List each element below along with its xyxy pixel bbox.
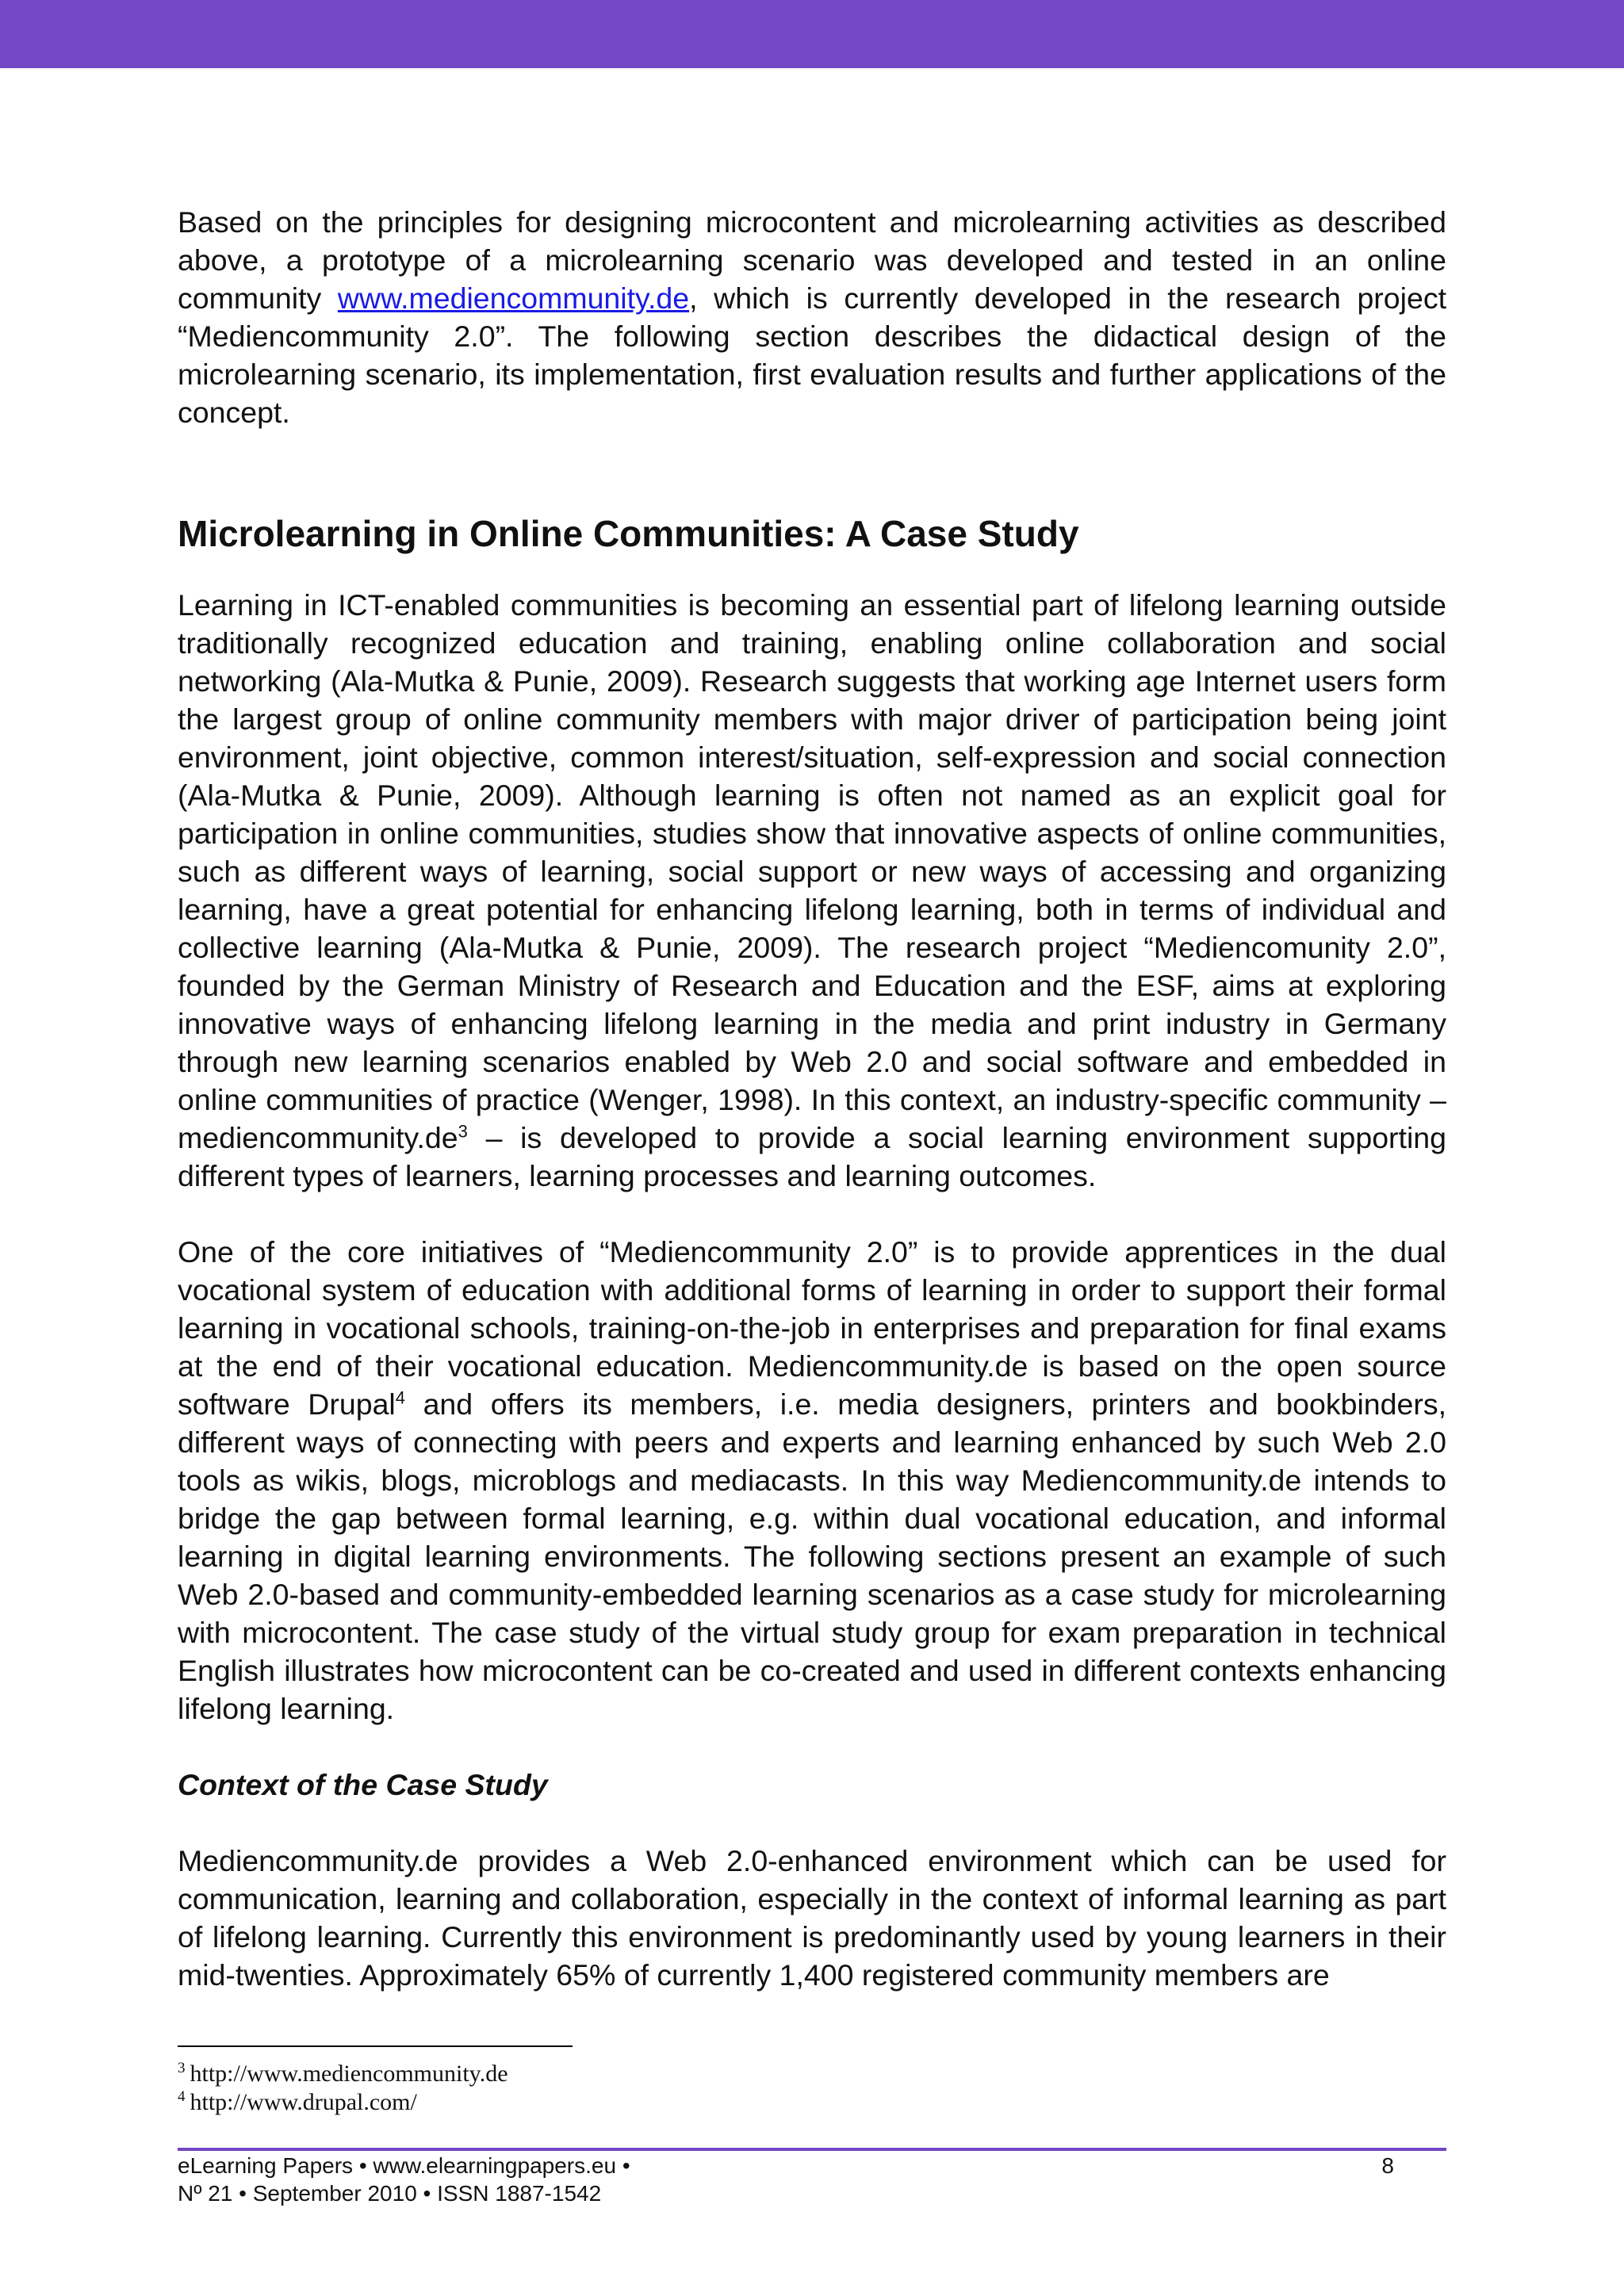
intro-text-start: Based on the principles for designing microcontent and microlearning activities as described above, a prototype of a microlearning scenario was developed and tested in an online community [178,205,1446,315]
section-heading: Microlearning in Online Communities: A Case Study [178,513,1079,554]
footer-line-2: Nº 21 • September 2010 • ISSN 1887-1542 [178,2181,602,2206]
footnote-url: http://www.drupal.com/ [190,2089,417,2115]
mediencommunity-link[interactable]: www.mediencommunity.de [337,281,690,315]
paragraph1-text-end: – is developed to provide a social learning environment supporting different types of learners, learning processes and learning outcomes. [178,1121,1446,1192]
paragraph-ict-communities [178,586,1446,1195]
footnote-number: 3 [178,2060,186,2076]
top-color-bar [0,0,1624,68]
paragraph-core-initiatives [178,1233,1446,1728]
footnote-ref-3[interactable]: 3 [458,1121,468,1142]
page-body [178,203,1446,1994]
intro-text-end: , which is currently developed in the research project “Mediencommunity 2.0”. The following section describes the didactical design of the microlearning scenario, its implementation, first evaluation results and further applications of the concept. [178,281,1446,429]
footnote-divider [178,2045,573,2047]
footer-line-1: eLearning Papers • www.elearningpapers.eu • [178,2153,630,2178]
footnote-4 [178,2088,1446,2117]
footnote-url: http://www.mediencommunity.de [190,2061,508,2087]
paragraph-context: Mediencommunity.de provides a Web 2.0-enhanced environment which can be used for communication, learning and collaboration, especially in the context of informal learning as part of lifelong learning. Currently this environment is predominantly used by young learners in their mid-twenties. Approximately 65% of currently 1,400 registered community members are [178,1844,1446,1992]
subheading-context: Context of the Case Study [178,1768,548,1801]
footnotes [178,2060,1446,2117]
paragraph2-text-end: and offers its members, i.e. media designers, printers and bookbinders, different ways of connecting with peers and experts and learning enhanced by such Web 2.0 tools as wikis, blogs, microblogs and mediacasts. In this way Mediencommunity.de intends to bridge the gap between formal learning, e.g. within dual vocational education, and informal learning in digital learning environments. The following sections present an example of such Web 2.0-based and community-embedded learning scenarios as a case study for microlearning with microcontent. The case study of the virtual study group for exam preparation in technical English illustrates how microcontent can be co-created and used in different contexts enhancing lifelong learning. [178,1387,1446,1725]
footnote-3 [178,2060,1446,2088]
footnote-ref-4[interactable]: 4 [395,1387,406,1408]
intro-paragraph [178,203,1446,431]
paragraph1-text-start: Learning in ICT-enabled communities is becoming an essential part of lifelong learning outside traditionally recognized education and training, enabling online collaboration and social networking (Ala-Mutka & Punie, 2009). Research suggests that working age Internet users form the largest group of online community members with major driver of participation being joint environment, joint objective, common interest/situation, self-expression and social connection (Ala-Mutka & Punie, 2009). Although learning is often not named as an explicit goal for participation in online communities, studies show that innovative aspects of online communities, such as different ways of learning, social support or new ways of accessing and organizing learning, have a great potential for enhancing lifelong learning, both in terms of individual and collective learning (Ala-Mutka & Punie, 2009). The research project “Mediencomunity 2.0”, founded by the German Ministry of Research and Education and the ESF, aims at exploring innovative ways of enhancing lifelong learning in the media and print industry in Germany through new learning scenarios enabled by Web 2.0 and social software and embedded in online communities of practice (Wenger, 1998). In this context, an industry-specific community – mediencommunity.de [178,588,1446,1154]
footer-divider [178,2148,1446,2151]
page-footer [178,2152,1446,2207]
page-number: 8 [1381,2153,1394,2178]
footnote-number: 4 [178,2088,186,2105]
paragraph2-text-start: One of the core initiatives of “Mediencommunity 2.0” is to provide apprentices in the dual vocational system of education with additional forms of learning in order to support their formal learning in vocational schools, training-on-the-job in enterprises and preparation for final exams at the end of their vocational education. Mediencommunity.de is based on the open source software Drupal [178,1235,1446,1421]
